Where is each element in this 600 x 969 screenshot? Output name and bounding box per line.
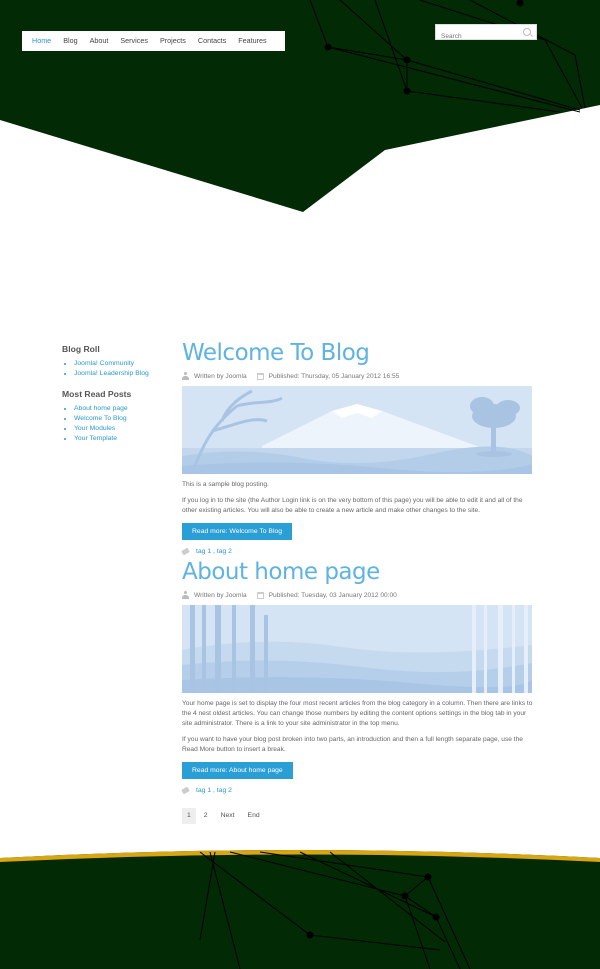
main-nav [22, 31, 285, 51]
article-author: Written by Joomla [194, 591, 247, 599]
tag-links[interactable]: tag 1 , tag 2 [196, 548, 232, 555]
article-paragraph: Your home page is set to display the four most recent articles from the blog category in a column. Then there are links to the 4 nest oldest articles. You can change those numbers by editing the content options settings in the blog tab in your site administrator. There is a link to your site administrator in the top menu. [182, 700, 533, 727]
article-banner-image [182, 386, 532, 474]
user-icon [182, 372, 189, 380]
nav-item-home[interactable]: Home [32, 36, 52, 45]
blog-roll-list [62, 359, 172, 379]
nav-item-features[interactable]: Features [238, 36, 267, 45]
blog-roll-title: Blog Roll [62, 344, 100, 354]
end-page-link[interactable]: End [247, 812, 260, 819]
read-more-button[interactable]: Read more: About home page [182, 762, 293, 779]
user-icon [182, 591, 189, 599]
page-2-link[interactable]: 2 [203, 812, 208, 819]
article-tags [182, 548, 534, 555]
nav-item-contacts[interactable]: Contacts [197, 36, 227, 45]
most-read-link[interactable]: • Your Template [74, 434, 172, 444]
sidebar [62, 344, 172, 454]
article-meta [182, 590, 534, 600]
article-paragraph: This is a sample blog posting. [182, 481, 269, 488]
article-title[interactable]: Welcome To Blog [182, 340, 370, 366]
tag-links[interactable]: tag 1 , tag 2 [196, 787, 232, 794]
most-read-link[interactable]: • Welcome To Blog [74, 414, 172, 424]
footer-background [0, 840, 600, 969]
tag-icon [181, 787, 190, 795]
calendar-icon [257, 592, 264, 599]
tag-icon [181, 548, 190, 556]
search-input[interactable] [436, 30, 521, 44]
calendar-icon [257, 373, 264, 380]
header [0, 0, 600, 220]
pagination [182, 808, 268, 824]
article-published: Published: Thursday, 05 January 2012 16:55 [268, 372, 400, 380]
blog-article [182, 338, 534, 555]
search-icon[interactable] [523, 28, 531, 36]
footer [0, 840, 600, 969]
next-page-link[interactable]: Next [220, 812, 235, 819]
article-published: Published: Tuesday, 03 January 2012 00:00 [268, 591, 397, 599]
most-read-link[interactable]: • About home page [74, 404, 172, 414]
article-banner-image [182, 605, 532, 693]
nav-item-blog[interactable]: Blog [63, 36, 78, 45]
article-paragraph: If you log in to the site (the Author Login link is on the very bottom of this page) you will be able to edit it and all of the other existing articles. You will also be able to create a new article and make other changes to the site. [182, 497, 523, 514]
most-read-link[interactable]: • Your Modules [74, 424, 172, 434]
article-title[interactable]: About home page [182, 559, 380, 585]
article-paragraph: If you want to have your blog post broken into two parts, an introduction and then a full length separate page, use the Read More button to insert a break. [182, 736, 523, 753]
blog-article [182, 557, 534, 794]
article-tags [182, 787, 534, 794]
search-box [435, 24, 537, 40]
most-read-title: Most Read Posts [62, 389, 132, 399]
blog-roll-link[interactable]: • Joomla! Leadership Blog [74, 369, 172, 379]
nav-item-services[interactable]: Services [120, 36, 148, 45]
nav-item-projects[interactable]: Projects [159, 36, 186, 45]
page-1-link[interactable]: 1 [182, 808, 196, 824]
nav-item-about[interactable]: About [89, 36, 109, 45]
blog-roll-link[interactable]: • Joomla! Community [74, 359, 172, 369]
most-read-list [62, 404, 172, 444]
read-more-button[interactable]: Read more: Welcome To Blog [182, 523, 292, 540]
article-author: Written by Joomla [194, 372, 247, 380]
article-meta [182, 371, 534, 381]
